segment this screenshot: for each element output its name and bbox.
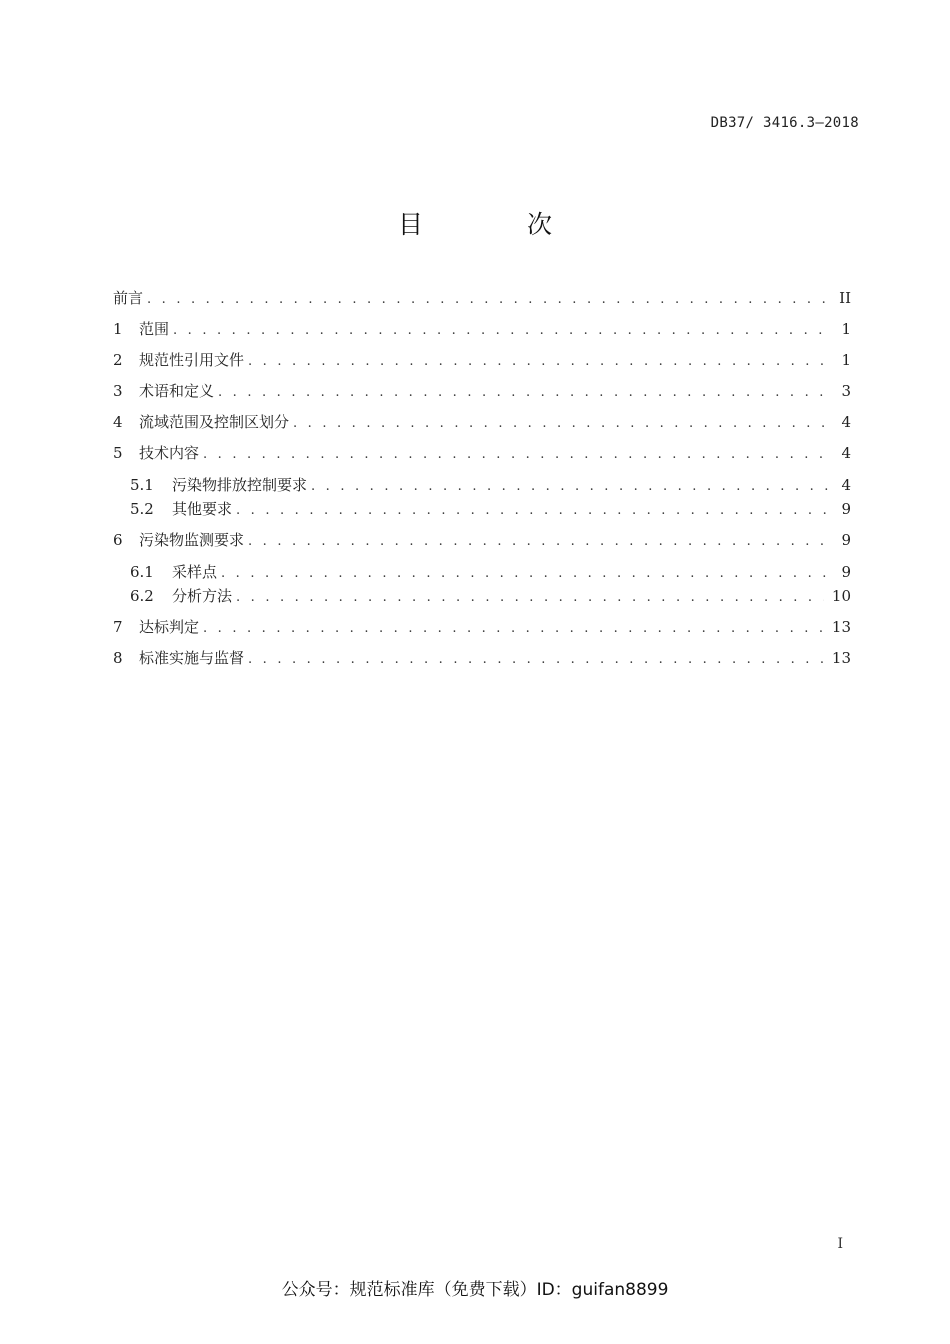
footer-note: 公众号：规范标准库（免费下载）ID：guifan8899 <box>281 1280 669 1300</box>
page-title: 目 次 <box>398 210 600 239</box>
toc-page-number: 13 <box>831 649 851 667</box>
toc-page-number: 4 <box>841 444 851 462</box>
toc-section-number: 6.2 <box>130 587 154 605</box>
toc-entry-7[interactable] <box>113 615 851 639</box>
toc-entry-6[interactable] <box>113 528 851 552</box>
toc-entry-1[interactable] <box>113 317 851 341</box>
toc-section-number: 5 <box>113 444 123 462</box>
toc-entry-label: 采样点 <box>172 563 218 581</box>
toc-leader-dots <box>173 319 831 343</box>
toc-leader-dots <box>311 475 831 499</box>
toc-entry-label: 其他要求 <box>172 500 233 518</box>
toc-leader-dots <box>236 586 824 610</box>
toc-section-number: 1 <box>113 320 123 338</box>
toc-leader-dots <box>293 412 831 436</box>
toc-entry-label: 技术内容 <box>139 444 200 462</box>
toc-entry-5-1[interactable] <box>113 473 851 497</box>
toc-section-number: 4 <box>113 413 123 431</box>
toc-entry-label: 达标判定 <box>139 618 200 636</box>
toc-page-number: 10 <box>831 587 851 605</box>
toc-leader-dots <box>147 288 831 312</box>
toc-leader-dots <box>203 443 831 467</box>
toc-entry-label: 术语和定义 <box>139 382 215 400</box>
toc-leader-dots <box>248 530 831 554</box>
toc-page-number: 13 <box>831 618 851 636</box>
toc-page-number: II <box>839 289 851 307</box>
toc-leader-dots <box>248 648 824 672</box>
toc-section-number: 3 <box>113 382 123 400</box>
toc-entry-6-1[interactable] <box>113 560 851 584</box>
toc-entry-label: 污染物监测要求 <box>139 531 245 549</box>
toc-page-number: 4 <box>841 476 851 494</box>
toc-leader-dots <box>218 381 831 405</box>
toc-section-number: 5.1 <box>130 476 154 494</box>
toc-entry-foreword[interactable] <box>113 286 851 310</box>
document-code: DB37/ 3416.3—2018 <box>710 115 859 131</box>
toc-entry-label: 污染物排放控制要求 <box>172 476 308 494</box>
toc-entry-label: 流域范围及控制区划分 <box>139 413 290 431</box>
toc-entry-6-2[interactable] <box>113 584 851 608</box>
toc-page-number: 9 <box>841 500 851 518</box>
toc-leader-dots <box>248 350 831 374</box>
toc-entry-5-2[interactable] <box>113 497 851 521</box>
toc-section-number: 8 <box>113 649 123 667</box>
toc-section-number: 7 <box>113 618 123 636</box>
toc-page-number: 1 <box>841 320 851 338</box>
toc-entry-8[interactable] <box>113 646 851 670</box>
toc-entry-5[interactable] <box>113 441 851 465</box>
toc-page-number: 9 <box>841 563 851 581</box>
toc-section-number: 5.2 <box>130 500 154 518</box>
toc-page-number: 1 <box>841 351 851 369</box>
toc-leader-dots <box>221 562 831 586</box>
toc-page-number: 4 <box>841 413 851 431</box>
toc-entry-3[interactable] <box>113 379 851 403</box>
toc-section-number: 6.1 <box>130 563 154 581</box>
toc-section-number: 6 <box>113 531 123 549</box>
toc-section-number: 2 <box>113 351 123 369</box>
toc-leader-dots <box>203 617 824 641</box>
toc-entry-label: 规范性引用文件 <box>139 351 245 369</box>
toc-page-number: 9 <box>841 531 851 549</box>
toc-leader-dots <box>236 499 831 523</box>
toc-entry-label: 标准实施与监督 <box>139 649 245 667</box>
toc-entry-label: 前言 <box>113 289 144 307</box>
page-number: I <box>837 1236 843 1252</box>
toc-entry-label: 范围 <box>139 320 170 338</box>
toc-entry-label: 分析方法 <box>172 587 233 605</box>
toc-entry-2[interactable] <box>113 348 851 372</box>
toc-entry-4[interactable] <box>113 410 851 434</box>
toc-page-number: 3 <box>841 382 851 400</box>
